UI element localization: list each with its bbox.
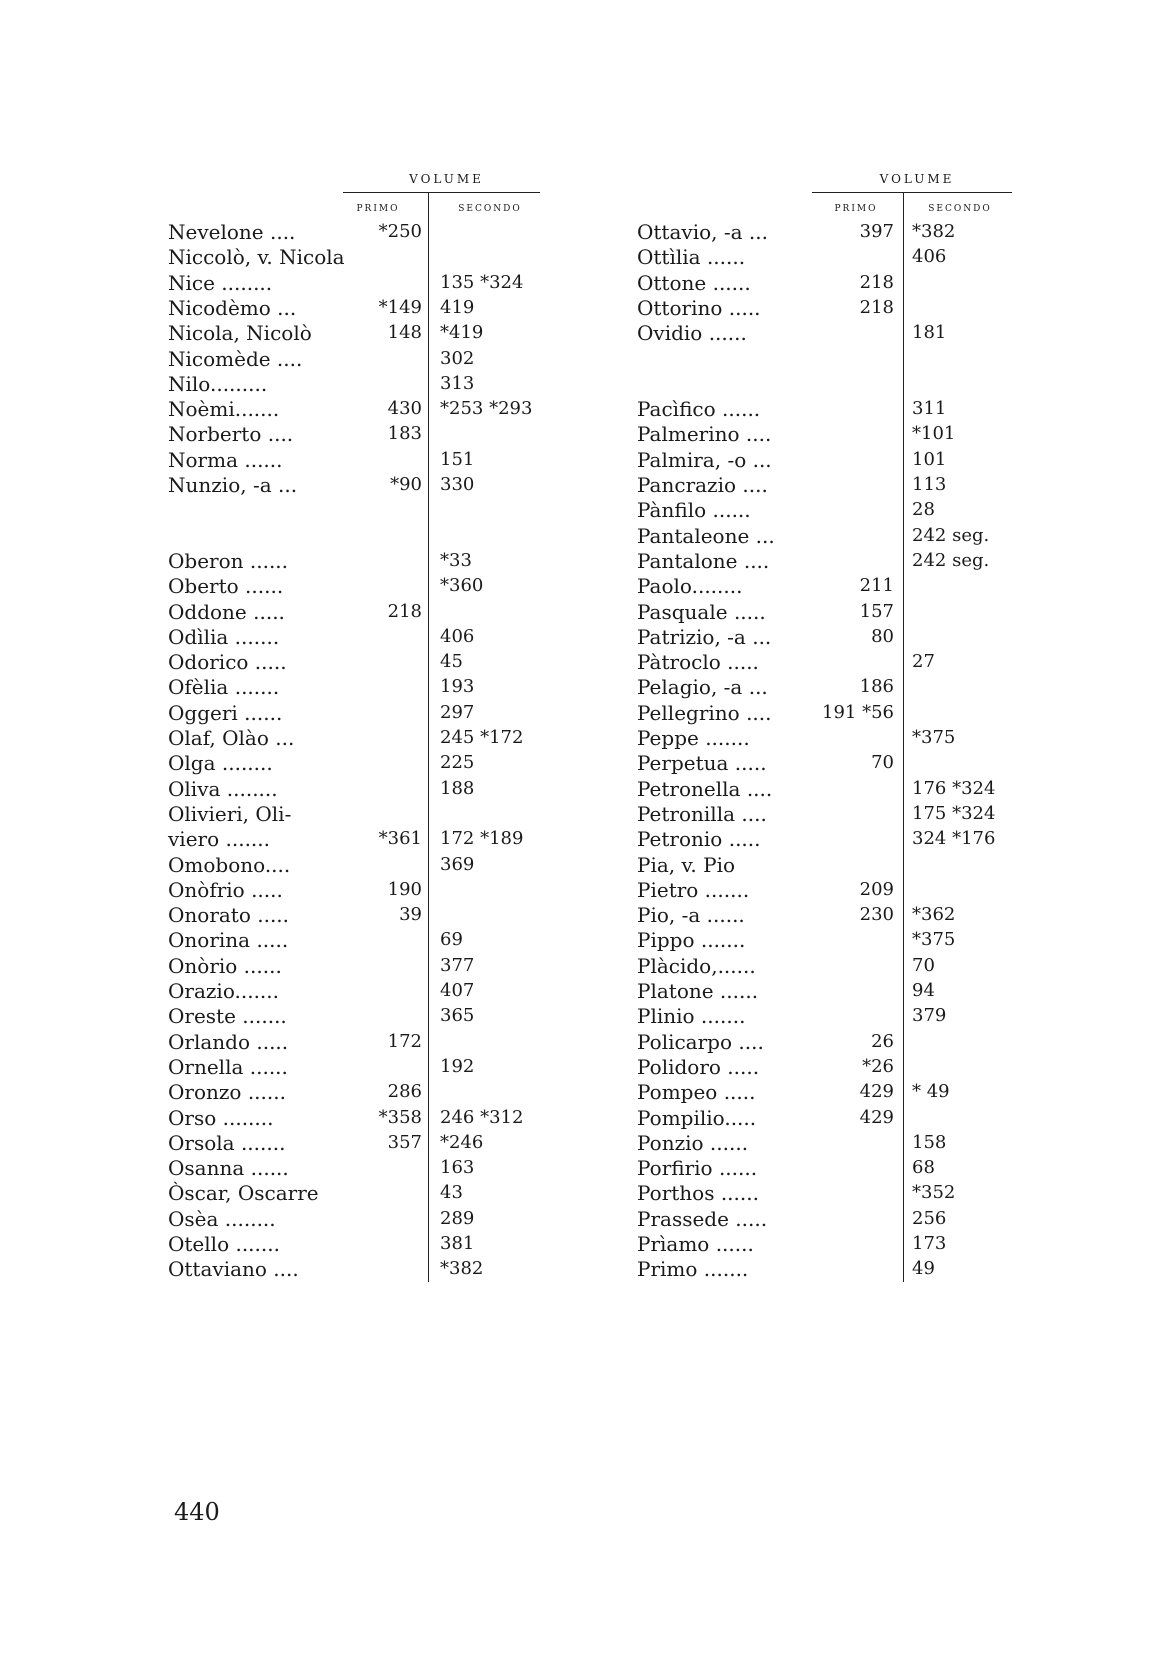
entry-name: viero ....... <box>168 827 270 852</box>
entry-name: Ovidio ...... <box>637 321 747 346</box>
index-entry-row <box>0 826 1166 852</box>
entry-name: Nicomède .... <box>168 346 303 371</box>
index-entry-row <box>0 421 1166 447</box>
entry-name: Platone ...... <box>637 979 759 1003</box>
entry-secondo-pages: 45 <box>440 651 463 673</box>
entry-secondo-pages: *375 <box>912 727 956 748</box>
left-secondo-heading: SECONDO <box>458 204 522 214</box>
entry-name: Oberon ...... <box>168 548 289 573</box>
left-volume-heading: VOLUME <box>409 172 484 186</box>
entry-name: Petronilla .... <box>637 801 767 826</box>
entry-name: Ottavio, -a ... <box>637 220 768 244</box>
entry-name: Pànfilo ...... <box>637 498 751 523</box>
index-entry-row <box>0 1029 1166 1055</box>
entry-secondo-pages: 188 <box>440 777 475 799</box>
entry-name: Pio, -a ...... <box>637 903 745 928</box>
left-primo-heading: PRIMO <box>356 204 400 214</box>
entry-secondo-pages: *33 <box>440 549 472 571</box>
entry-secondo-pages: 27 <box>912 651 935 673</box>
index-entry-row <box>0 674 1166 700</box>
entry-name: Pelagio, -a ... <box>637 675 768 700</box>
index-entry-row <box>0 244 1166 270</box>
entry-name: Osèa ........ <box>168 1206 276 1231</box>
index-entry-row <box>0 1180 1166 1206</box>
entry-name: Oggeri ...... <box>168 700 283 725</box>
entry-secondo-pages: 163 <box>440 1157 475 1179</box>
entry-name: Prìamo ...... <box>637 1232 754 1256</box>
entry-name: Noèmi....... <box>168 397 280 422</box>
index-entry-row <box>0 497 1166 523</box>
index-entry-row <box>0 1130 1166 1156</box>
entry-secondo-pages: *382 <box>912 221 956 242</box>
entry-secondo-pages: 193 <box>440 676 475 698</box>
index-entry-row <box>0 1054 1166 1080</box>
entry-name: Primo ....... <box>637 1257 749 1282</box>
entry-name: Osanna ...... <box>168 1156 289 1181</box>
index-entry-row <box>0 852 1166 878</box>
entry-secondo-pages: 158 <box>912 1131 947 1153</box>
index-entry-row <box>0 270 1166 296</box>
entry-secondo-pages: 172 *189 <box>440 828 524 850</box>
index-entry-row <box>0 801 1166 827</box>
index-entry-row <box>0 548 1166 574</box>
index-entry-row <box>0 902 1166 928</box>
entry-primo-pages: 157 <box>859 600 894 622</box>
entry-name: Ponzio ...... <box>637 1130 749 1155</box>
right-secondo-heading: SECONDO <box>928 204 992 214</box>
entry-name: Pacìfico ...... <box>637 397 761 422</box>
index-entry-row <box>0 1105 1166 1131</box>
entry-secondo-pages: 135 *324 <box>440 271 524 293</box>
index-entry-row <box>0 877 1166 903</box>
entry-secondo-pages: 242 seg. <box>912 524 990 546</box>
index-entry-row <box>0 725 1166 751</box>
entry-secondo-pages: 381 <box>440 1233 475 1254</box>
entry-primo-pages: 70 <box>871 752 894 774</box>
entry-name: Olivieri, Oli- <box>168 801 292 826</box>
entry-primo-pages: 39 <box>399 904 422 926</box>
entry-primo-pages: 218 <box>859 271 894 293</box>
entry-secondo-pages: 311 <box>912 398 947 420</box>
entry-primo-pages: *26 <box>862 1055 894 1077</box>
index-entry-row <box>0 396 1166 422</box>
entry-name: Orlando ..... <box>168 1029 289 1054</box>
entry-name: Peppe ....... <box>637 726 750 750</box>
entry-name: Odìlia ....... <box>168 624 280 649</box>
index-entry-row <box>0 927 1166 953</box>
entry-name: Oliva ........ <box>168 776 278 801</box>
entry-secondo-pages: 246 *312 <box>440 1106 524 1128</box>
entry-secondo-pages: 242 seg. <box>912 549 990 571</box>
entry-name: Ottone ...... <box>637 270 751 295</box>
entry-secondo-pages: 225 <box>440 752 475 774</box>
entry-name: Ofèlia ....... <box>168 675 280 700</box>
entry-name: Oddone ..... <box>168 599 285 624</box>
index-entry-row <box>0 1256 1166 1282</box>
entry-primo-pages: 430 <box>387 398 422 420</box>
entry-name: Olaf, Olào ... <box>168 726 295 750</box>
entry-name: Orsola ....... <box>168 1130 286 1155</box>
index-entry-row <box>0 776 1166 802</box>
entry-name: Onorato ..... <box>168 903 290 928</box>
entry-secondo-pages: *362 <box>912 904 956 926</box>
entry-secondo-pages: 69 <box>440 929 463 951</box>
entry-secondo-pages: 101 <box>912 448 947 470</box>
entry-primo-pages: 172 <box>387 1030 422 1052</box>
entry-name: Palmira, -o ... <box>637 447 772 472</box>
entry-secondo-pages: *253 *293 <box>440 398 533 420</box>
entry-name: Petronella .... <box>637 776 773 801</box>
entry-secondo-pages: 245 *172 <box>440 727 524 748</box>
index-entry-row <box>0 1079 1166 1105</box>
entry-primo-pages: 80 <box>871 625 894 647</box>
entry-name: Odorico ..... <box>168 650 287 675</box>
entry-secondo-pages: 324 *176 <box>912 828 996 850</box>
entry-name: Prassede ..... <box>637 1206 768 1231</box>
entry-secondo-pages: 379 <box>912 1005 947 1027</box>
entry-name: Plinio ....... <box>637 1004 746 1029</box>
entry-secondo-pages: 49 <box>912 1258 935 1280</box>
entry-secondo-pages: 113 <box>912 474 947 495</box>
entry-primo-pages: *90 <box>390 474 422 495</box>
index-entry-row <box>0 371 1166 397</box>
entry-primo-pages: *361 <box>378 828 422 850</box>
index-entry-row <box>0 219 1166 245</box>
left-heading-rule <box>343 192 540 193</box>
index-entry-row <box>0 978 1166 1004</box>
entry-name: Petronio ..... <box>637 827 761 852</box>
index-entry-row <box>0 599 1166 625</box>
entry-name: Perpetua ..... <box>637 751 767 776</box>
index-entry-row <box>0 700 1166 726</box>
entry-secondo-pages: *352 <box>912 1182 956 1204</box>
entry-name: Niccolò, v. Nicola <box>168 245 345 270</box>
entry-secondo-pages: *419 <box>440 322 484 344</box>
entry-name: Nilo......... <box>168 371 268 396</box>
entry-name: Pietro ....... <box>637 877 750 902</box>
entry-name: Pellegrino .... <box>637 700 772 725</box>
entry-primo-pages: 357 <box>387 1131 422 1153</box>
entry-secondo-pages: *246 <box>440 1131 484 1153</box>
entry-name: Norma ...... <box>168 447 283 472</box>
entry-secondo-pages: *382 <box>440 1258 484 1280</box>
entry-primo-pages: 286 <box>387 1081 422 1103</box>
entry-primo-pages: 190 <box>387 878 422 900</box>
entry-primo-pages: 230 <box>859 904 894 926</box>
entry-name: Pancrazio .... <box>637 473 768 497</box>
entry-name: Patrizio, -a ... <box>637 624 772 649</box>
entry-name: Otello ....... <box>168 1232 280 1256</box>
index-entry-row <box>0 624 1166 650</box>
entry-secondo-pages: 68 <box>912 1157 935 1179</box>
entry-secondo-pages: 313 <box>440 372 475 394</box>
entry-secondo-pages: * 49 <box>912 1081 950 1103</box>
index-entry-row <box>0 1231 1166 1257</box>
entry-secondo-pages: 175 *324 <box>912 802 996 824</box>
entry-primo-pages: 191 *56 <box>822 701 894 723</box>
entry-name: Orso ........ <box>168 1105 274 1130</box>
entry-secondo-pages: 256 <box>912 1207 947 1229</box>
entry-secondo-pages: 369 <box>440 853 475 875</box>
index-entry-row <box>0 1003 1166 1029</box>
entry-primo-pages: 429 <box>859 1106 894 1128</box>
entry-primo-pages: 148 <box>387 322 422 344</box>
entry-secondo-pages: 406 <box>440 625 475 647</box>
entry-secondo-pages: 176 *324 <box>912 777 996 799</box>
entry-name: Plàcido,...... <box>637 953 756 978</box>
index-entry-row <box>0 472 1166 498</box>
entry-primo-pages: 209 <box>859 878 894 900</box>
entry-secondo-pages: 419 <box>440 296 475 318</box>
entry-secondo-pages: 302 <box>440 347 475 369</box>
entry-primo-pages: *149 <box>378 296 422 318</box>
entry-name: Ottaviano .... <box>168 1257 299 1282</box>
entry-secondo-pages: 297 <box>440 701 475 723</box>
entry-name: Omobono.... <box>168 852 291 877</box>
index-entry-row <box>0 447 1166 473</box>
entry-name: Oberto ...... <box>168 574 284 599</box>
entry-name: Ornella ...... <box>168 1054 288 1079</box>
entry-name: Pompeo ..... <box>637 1080 756 1105</box>
entry-primo-pages: 218 <box>859 296 894 318</box>
entry-secondo-pages: 151 <box>440 448 475 470</box>
entry-secondo-pages: 365 <box>440 1005 475 1027</box>
entry-name: Ottìlia ...... <box>637 245 746 270</box>
entry-secondo-pages: *360 <box>440 575 484 597</box>
index-entry-row <box>0 1155 1166 1181</box>
entry-name: Ottorino ..... <box>637 295 761 320</box>
entry-secondo-pages: 181 <box>912 322 947 344</box>
entry-name: Nice ........ <box>168 270 273 295</box>
entry-name: Onòfrio ..... <box>168 877 283 902</box>
entry-primo-pages: 429 <box>859 1081 894 1103</box>
entry-name: Porthos ...... <box>637 1181 759 1206</box>
entry-primo-pages: 26 <box>871 1030 894 1052</box>
entry-primo-pages: 211 <box>859 575 894 597</box>
entry-name: Nicodèmo ... <box>168 295 297 320</box>
index-entry-row <box>0 346 1166 372</box>
entry-name: Òscar, Oscarre <box>168 1181 319 1206</box>
index-entry-row <box>0 1206 1166 1232</box>
index-entry-row <box>0 573 1166 599</box>
entry-name: Onòrio ...... <box>168 953 282 978</box>
entry-name: Porfirio ...... <box>637 1156 758 1181</box>
entry-name: Pompilio..... <box>637 1105 757 1130</box>
entry-secondo-pages: 289 <box>440 1207 475 1229</box>
entry-name: Polidoro ..... <box>637 1054 760 1079</box>
entry-name: Nunzio, -a ... <box>168 473 298 497</box>
entry-name: Norberto .... <box>168 422 294 447</box>
entry-secondo-pages: 407 <box>440 980 475 1001</box>
entry-primo-pages: *250 <box>378 221 422 242</box>
entry-secondo-pages: 192 <box>440 1055 475 1077</box>
entry-primo-pages: 183 <box>387 423 422 445</box>
index-entry-row <box>0 953 1166 979</box>
entry-secondo-pages: 377 <box>440 954 475 976</box>
entry-secondo-pages: 406 <box>912 246 947 268</box>
entry-primo-pages: *358 <box>378 1106 422 1128</box>
entry-secondo-pages: 94 <box>912 980 935 1001</box>
entry-secondo-pages: *375 <box>912 929 956 951</box>
index-entry-row <box>0 295 1166 321</box>
entry-name: Palmerino .... <box>637 422 772 447</box>
index-entry-row <box>0 649 1166 675</box>
right-volume-heading: VOLUME <box>879 172 955 186</box>
index-entry-row <box>0 523 1166 549</box>
entry-name: Pia, v. Pio <box>637 852 736 877</box>
index-entry-row <box>0 750 1166 776</box>
entry-primo-pages: 218 <box>387 600 422 622</box>
entry-name: Nicola, Nicolò <box>168 321 312 346</box>
entry-name: Orazio....... <box>168 979 280 1003</box>
entry-secondo-pages: *101 <box>912 423 956 445</box>
entry-secondo-pages: 330 <box>440 474 475 495</box>
entry-primo-pages: 397 <box>859 221 894 242</box>
entry-name: Oreste ....... <box>168 1004 287 1029</box>
entry-secondo-pages: 70 <box>912 954 935 976</box>
index-entry-row <box>0 320 1166 346</box>
entry-name: Oronzo ...... <box>168 1080 286 1105</box>
page-number: 440 <box>174 1498 220 1526</box>
entry-secondo-pages: 173 <box>912 1233 947 1254</box>
entry-secondo-pages: 28 <box>912 499 935 521</box>
entry-name: Onorina ..... <box>168 928 289 953</box>
entry-name: Paolo........ <box>637 574 743 599</box>
entry-name: Pantaleone ... <box>637 523 775 548</box>
right-primo-heading: PRIMO <box>834 204 878 214</box>
entry-secondo-pages: 43 <box>440 1182 463 1204</box>
entry-name: Pàtroclo ..... <box>637 650 759 675</box>
entry-name: Olga ........ <box>168 751 273 776</box>
entry-name: Pantalone .... <box>637 548 770 573</box>
entry-primo-pages: 186 <box>859 676 894 698</box>
entry-name: Pippo ....... <box>637 928 746 953</box>
right-heading-rule <box>812 192 1012 193</box>
entry-name: Policarpo .... <box>637 1029 764 1054</box>
entry-name: Pasquale ..... <box>637 599 766 624</box>
entry-name: Nevelone .... <box>168 220 296 244</box>
